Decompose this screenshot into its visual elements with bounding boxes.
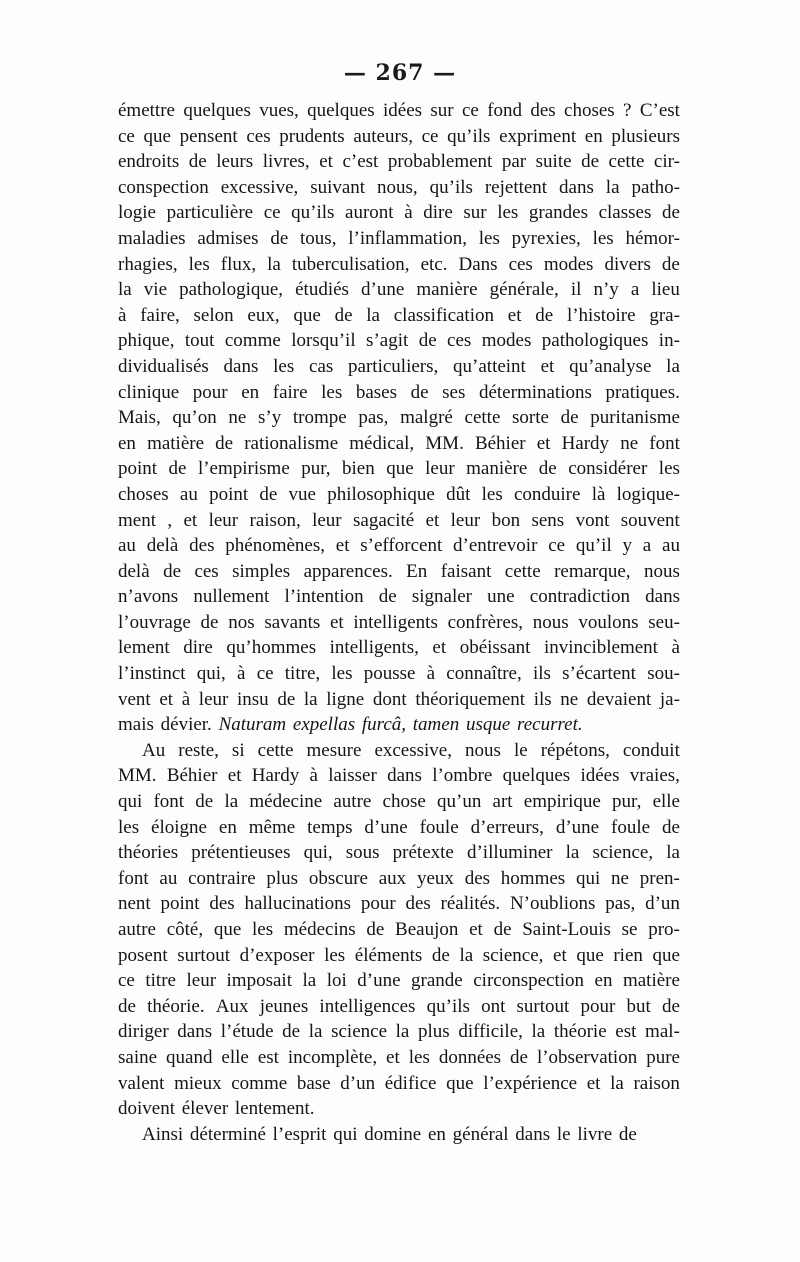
text-line: Au reste, si cette mesure excessive, nous le répétons, conduit bbox=[142, 739, 680, 761]
text-line: valent mieux comme base d’un édifice que l’expérience et la raison bbox=[118, 1072, 680, 1094]
text-line: l’ouvrage de nos savants et intelligents confrères, nous voulons seu- bbox=[118, 611, 680, 633]
text-line: ce que pensent ces prudents auteurs, ce qu’ils expriment en plusieurs bbox=[118, 125, 680, 147]
text-line: MM. Béhier et Hardy à laisser dans l’ombre quelques idées vraies, bbox=[118, 765, 680, 787]
text-line: saine quand elle est incomplète, et les données de l’observation pure bbox=[118, 1046, 680, 1068]
text-line: choses au point de vue philosophique dût les conduire là logique- bbox=[118, 483, 680, 505]
text-line: dividualisés dans les cas particuliers, qu’atteint et qu’analyse la bbox=[118, 355, 680, 377]
text-line: clinique pour en faire les bases de ses déterminations pratiques. bbox=[118, 381, 680, 403]
text-line: ce titre leur imposait la loi d’une grande circonspection en matière bbox=[118, 970, 680, 992]
page-number: — 267 — bbox=[343, 60, 457, 86]
text-line: au delà des phénomènes, et s’efforcent d’entrevoir ce qu’il y a au bbox=[118, 535, 680, 557]
text-line: mais dévier. Naturam expellas furcâ, tamen usque recurret. bbox=[118, 714, 583, 736]
text-line: en matière de rationalisme médical, MM. Béhier et Hardy ne font bbox=[118, 432, 680, 454]
text-line: font au contraire plus obscure aux yeux des hommes qui ne pren- bbox=[118, 867, 680, 889]
text-line: de théorie. Aux jeunes intelligences qu’ils ont surtout pour but de bbox=[118, 995, 680, 1017]
text-line: l’instinct qui, à ce titre, les pousse à connaître, ils s’écartent sou- bbox=[118, 663, 680, 685]
text-line: la vie pathologique, étudiés d’une manière générale, il n’y a lieu bbox=[118, 279, 680, 301]
text-line: ment , et leur raison, leur sagacité et leur bon sens vont souvent bbox=[118, 509, 680, 531]
text-line: rhagies, les flux, la tuberculisation, etc. Dans ces modes divers de bbox=[118, 253, 680, 275]
text-line: Ainsi déterminé l’esprit qui domine en général dans le livre de bbox=[142, 1123, 637, 1145]
text-line: n’avons nullement l’intention de signaler une contradiction dans bbox=[118, 586, 680, 608]
text-line: nent point des hallucinations pour des réalités. N’oublions pas, d’un bbox=[118, 893, 680, 915]
text-line: autre côté, que les médecins de Beaujon et de Saint-Louis se pro- bbox=[118, 919, 680, 940]
text-line: endroits de leurs livres, et c’est probablement par suite de cette cir- bbox=[118, 151, 680, 173]
text-line: maladies admises de tous, l’inflammation, les pyrexies, les hémor- bbox=[118, 227, 680, 249]
text-line: delà de ces simples apparences. En faisant cette remarque, nous bbox=[118, 560, 680, 582]
text-line: vent et à leur insu de la ligne dont théoriquement ils ne devaient ja- bbox=[118, 688, 680, 710]
text-line: posent surtout d’exposer les éléments de la science, et que rien que bbox=[118, 944, 680, 966]
body-text bbox=[118, 98, 680, 1147]
text-line: lement dire qu’hommes intelligents, et obéissant invinciblement à bbox=[118, 637, 680, 659]
text-line: point de l’empirisme pur, bien que leur manière de considérer les bbox=[118, 458, 680, 480]
text-line: Mais, qu’on ne s’y trompe pas, malgré cette sorte de puritanisme bbox=[118, 407, 680, 429]
text-line: qui font de la médecine autre chose qu’un art empirique pur, elle bbox=[118, 791, 680, 813]
text-line: théories prétentieuses qui, sous prétexte d’illuminer la science, la bbox=[118, 842, 680, 864]
text-line: phique, tout comme lorsqu’il s’agit de ces modes pathologiques in- bbox=[118, 330, 680, 352]
text-line: à faire, selon eux, que de la classification et de l’histoire gra- bbox=[118, 304, 680, 326]
text-line: conspection excessive, suivant nous, qu’ils rejettent dans la patho- bbox=[118, 176, 680, 198]
text-line: les éloigne en même temps d’une foule d’erreurs, d’une foule de bbox=[118, 816, 680, 838]
text-line: logie particulière ce qu’ils auront à dire sur les grandes classes de bbox=[118, 202, 680, 224]
text-line: diriger dans l’étude de la science la plus difficile, la théorie est mal- bbox=[118, 1021, 680, 1043]
text-line: doivent élever lentement. bbox=[118, 1098, 315, 1120]
text-line: émettre quelques vues, quelques idées sur ce fond des choses ? C’est bbox=[118, 100, 680, 121]
